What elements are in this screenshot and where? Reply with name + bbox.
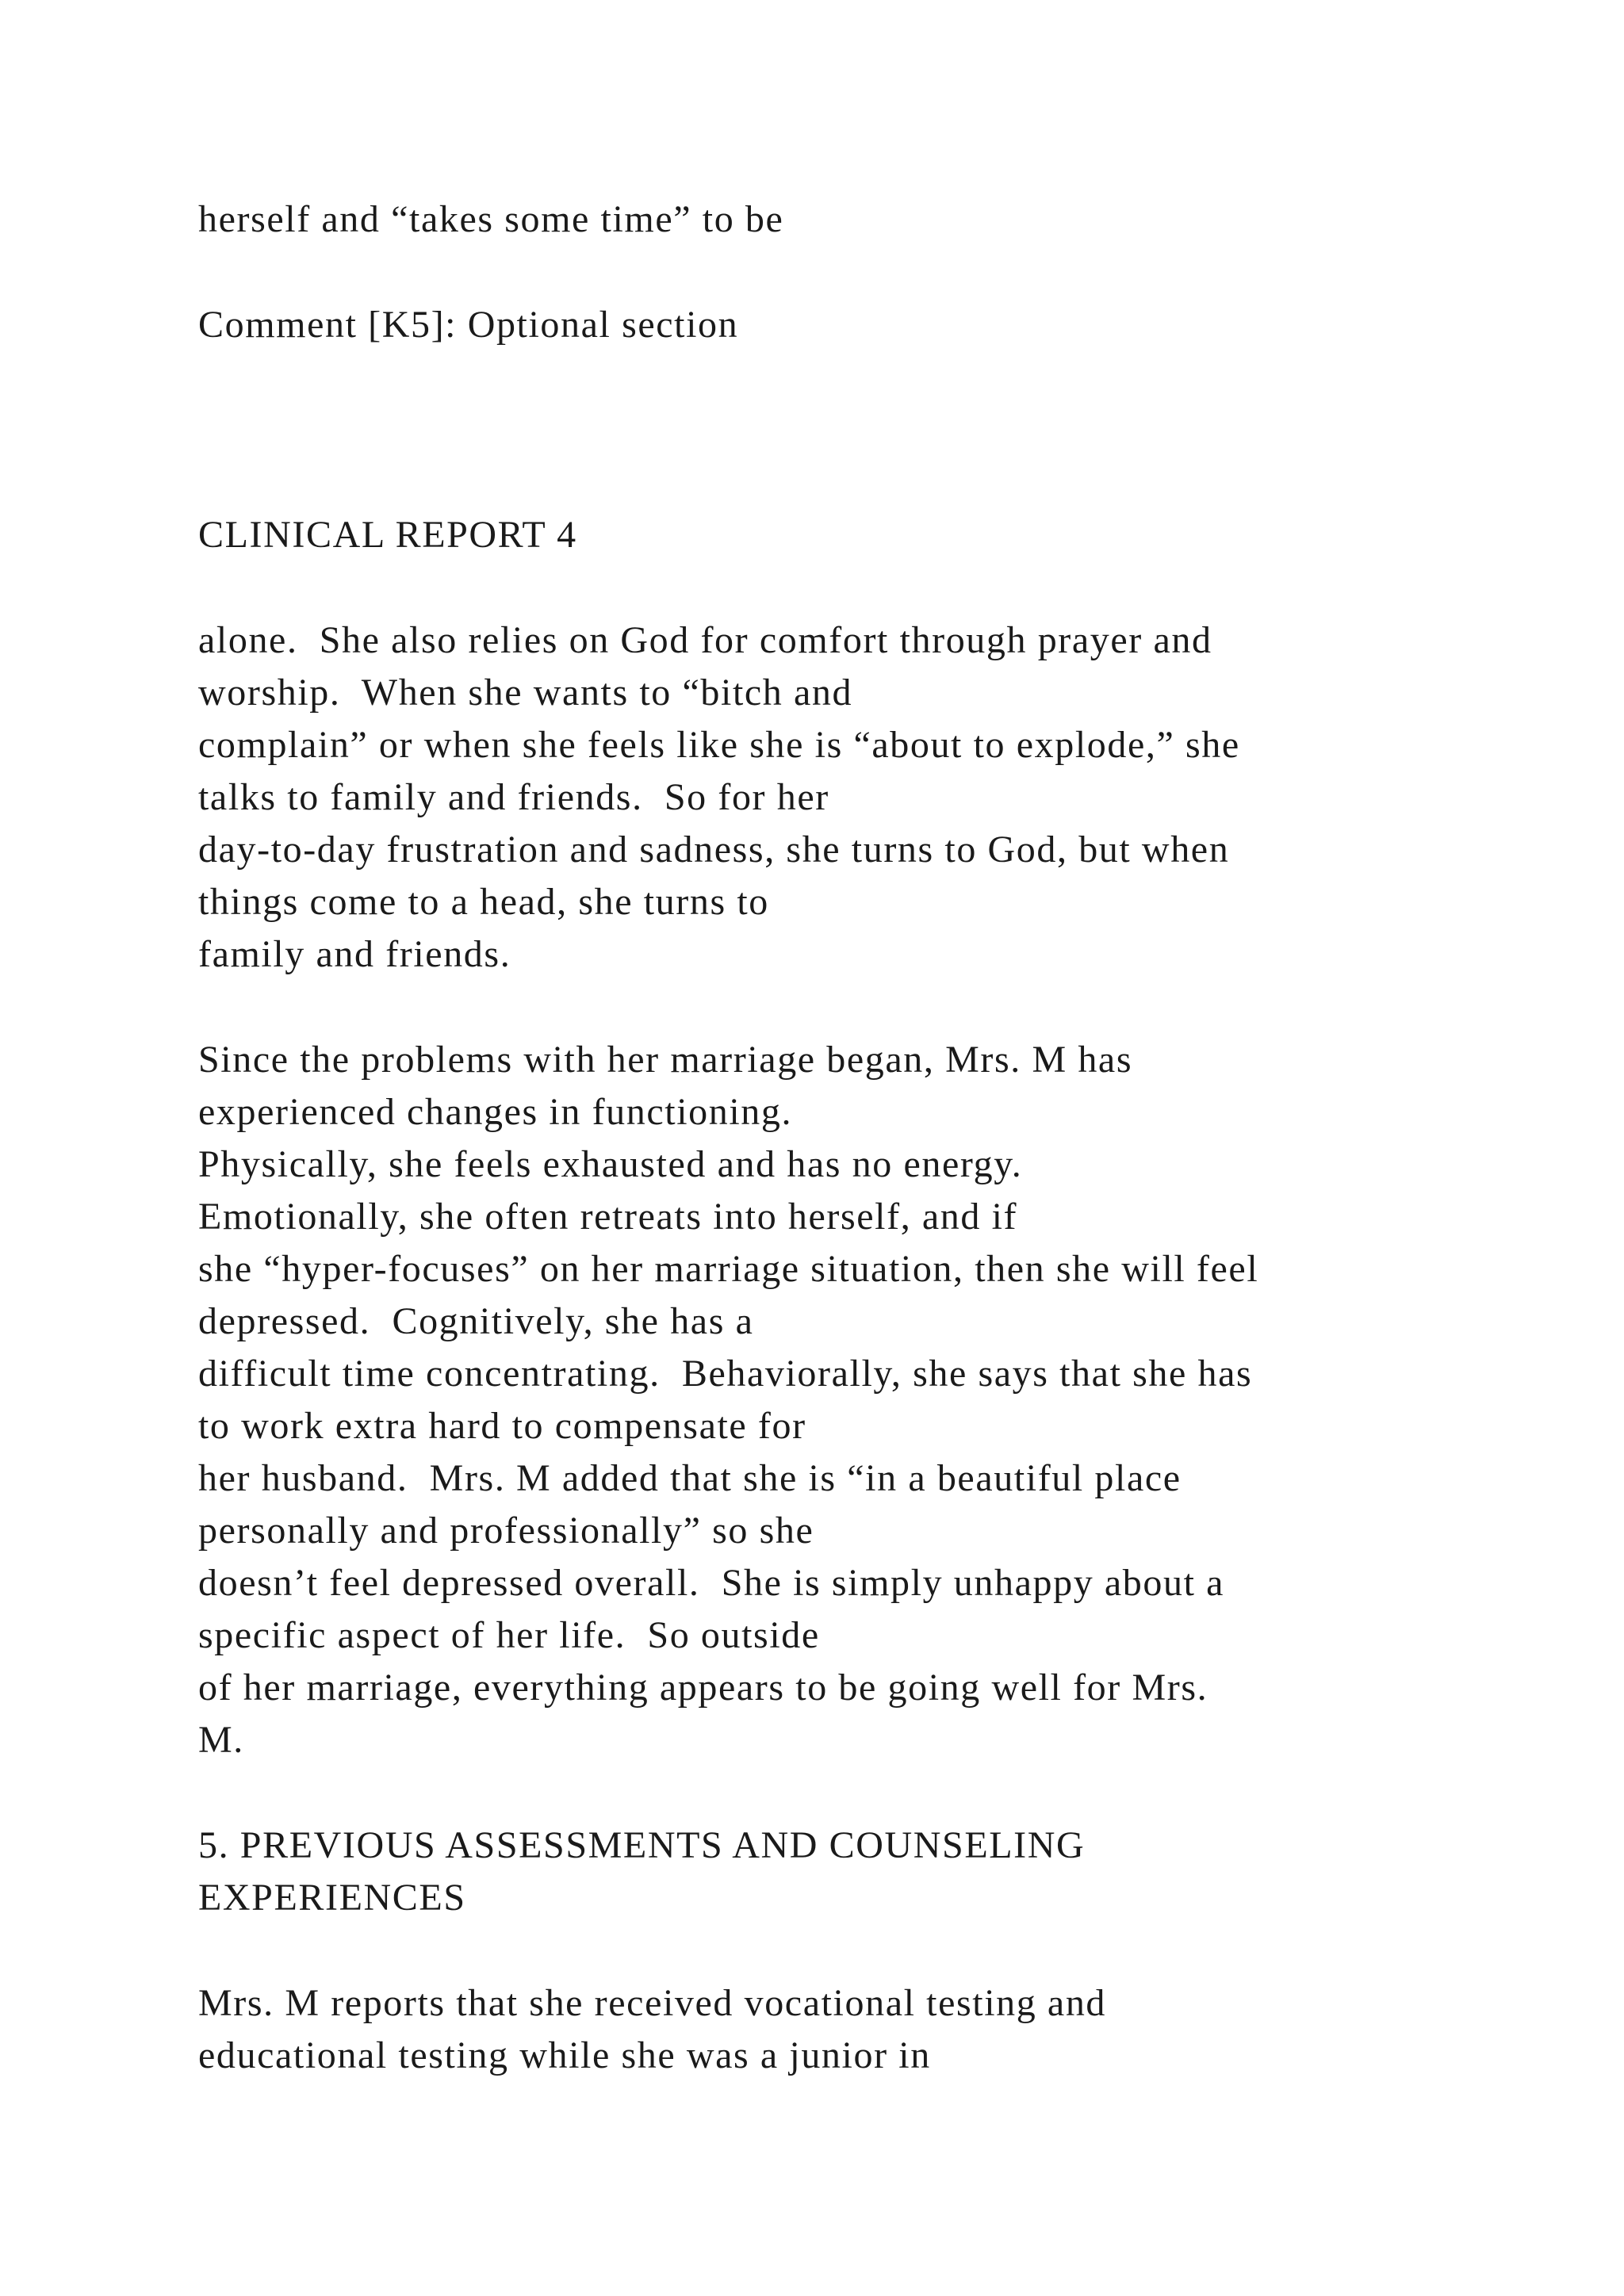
paragraph-2-line: experienced changes in functioning. [198,1091,793,1133]
paragraph-2-line: specific aspect of her life. So outside [198,1614,820,1656]
section-heading: 5. PREVIOUS ASSESSMENTS AND COUNSELING [198,1824,1086,1866]
paragraph-2-line: she “hyper-focuses” on her marriage situation, then she will feel [198,1248,1259,1290]
paragraph-2-line: M. [198,1719,244,1761]
paragraph-1-line: talks to family and friends. So for her [198,776,829,818]
paragraph-2-line: to work extra hard to compensate for [198,1405,806,1447]
text-fragment-top: herself and “takes some time” to be [198,198,784,240]
paragraph-1-line: things come to a head, she turns to [198,881,769,923]
paragraph-2-line: Physically, she feels exhausted and has no energy. [198,1143,1023,1185]
paragraph-2-line: of her marriage, everything appears to be going well for Mrs. [198,1667,1208,1709]
paragraph-1-line: family and friends. [198,933,511,975]
paragraph-1-line: worship. When she wants to “bitch and [198,672,853,714]
running-header: CLINICAL REPORT 4 [198,514,577,556]
comment-annotation: Comment [K5]: Optional section [198,304,739,346]
paragraph-1-line: complain” or when she feels like she is “about to explode,” she [198,724,1240,766]
paragraph-2-line: doesn’t feel depressed overall. She is simply unhappy about a [198,1562,1225,1604]
paragraph-3-line: Mrs. M reports that she received vocational testing and [198,1982,1107,2024]
section-heading: EXPERIENCES [198,1877,466,1919]
paragraph-2-line: Emotionally, she often retreats into herself, and if [198,1196,1018,1238]
paragraph-1-line: alone. She also relies on God for comfort through prayer and [198,619,1212,661]
paragraph-1-line: day-to-day frustration and sadness, she turns to God, but when [198,828,1230,871]
paragraph-2-line: depressed. Cognitively, she has a [198,1300,754,1342]
paragraph-2-line: her husband. Mrs. M added that she is “in a beautiful place [198,1457,1182,1499]
paragraph-3-line: educational testing while she was a junior in [198,2034,931,2076]
paragraph-2-line: difficult time concentrating. Behaviorally, she says that she has [198,1353,1253,1395]
paragraph-2-line: Since the problems with her marriage began, Mrs. M has [198,1039,1133,1081]
paragraph-2-line: personally and professionally” so she [198,1510,814,1552]
